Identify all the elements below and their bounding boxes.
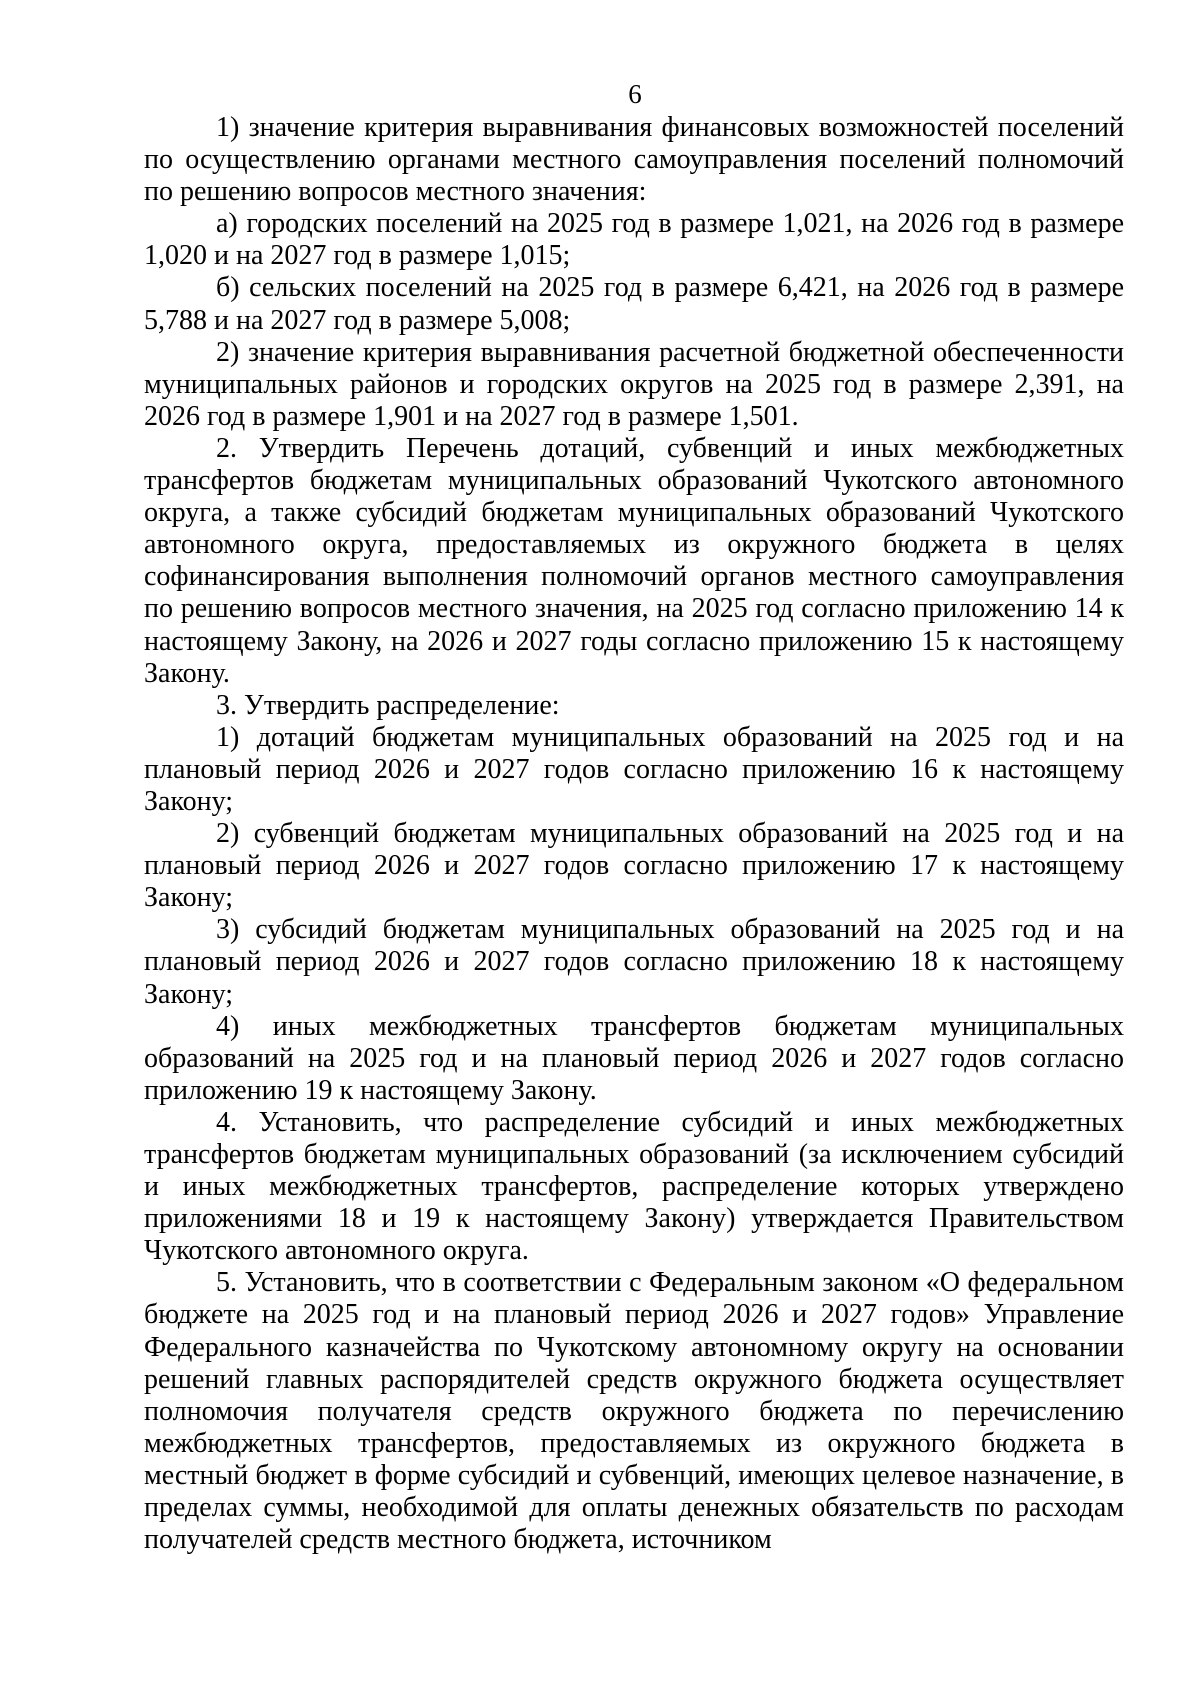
- page-number: 6: [628, 79, 642, 109]
- document-body: [144, 112, 1124, 1556]
- paragraph-item-3: 3. Утвердить распределение:: [216, 689, 560, 721]
- paragraph-item-4: 4. Установить, что распределение субсидий и иных межбюджетных трансфертов бюджетам муниципальных образований (за исключением субсидий и иных межбюджетных трансфертов, распределение которых утверждено приложениями 18 и 19 к настоящему Закону) утверждается Правительством Чукотского автономного округа.: [144, 1106, 1124, 1267]
- paragraph-urban-settlements: а) городских поселений на 2025 год в размере 1,021, на 2026 год в размере 1,020 и на 2027 год в размере 1,015;: [144, 208, 1124, 272]
- paragraph-rural-settlements: б) сельских поселений на 2025 год в размере 6,421, на 2026 год в размере 5,788 и на 2027 год в размере 5,008;: [144, 272, 1124, 336]
- paragraph-criterion-districts: 2) значение критерия выравнивания расчетной бюджетной обеспеченности муниципальных районов и городских округов на 2025 год в размере 2,391, на 2026 год в размере 1,901 и на 2027 год в размере 1,501.: [144, 336, 1124, 432]
- paragraph-criterion-settlements: 1) значение критерия выравнивания финансовых возможностей поселений по осуществлению органами местного самоуправления поселений полномочий по решению вопросов местного значения:: [144, 112, 1124, 208]
- paragraph-item-3-3: 3) субсидий бюджетам муниципальных образований на 2025 год и на плановый период 2026 и 2027 годов согласно приложению 18 к настоящему Закону;: [144, 914, 1124, 1010]
- paragraph-item-5: 5. Установить, что в соответствии с Федеральным законом «О федеральном бюджете на 2025 год и на плановый период 2026 и 2027 годов» Управление Федерального казначейства по Чукотскому автономному округу на основании решений главных распорядителей средств окружного бюджета осуществляет полномочия получателя средств окружного бюджета по перечислению межбюджетных трансфертов, предоставляемых из окружного бюджета в местный бюджет в форме субсидий и субвенций, имеющих целевое назначение, в пределах суммы, необходимой для оплаты денежных обязательств по расходам получателей средств местного бюджета, источником: [144, 1267, 1124, 1556]
- paragraph-item-2: 2. Утвердить Перечень дотаций, субвенций и иных межбюджетных трансфертов бюджетам муниципальных образований Чукотского автономного округа, а также субсидий бюджетам муниципальных образований Чукотского автономного округа, предоставляемых из окружного бюджета в целях софинансирования выполнения полномочий органов местного самоуправления по решению вопросов местного значения, на 2025 год согласно приложению 14 к настоящему Закону, на 2026 и 2027 годы согласно приложению 15 к настоящему Закону.: [144, 432, 1124, 689]
- paragraph-item-3-1: 1) дотаций бюджетам муниципальных образований на 2025 год и на плановый период 2026 и 2027 годов согласно приложению 16 к настоящему Закону;: [144, 721, 1124, 817]
- paragraph-item-3-2: 2) субвенций бюджетам муниципальных образований на 2025 год и на плановый период 2026 и 2027 годов согласно приложению 17 к настоящему Закону;: [144, 818, 1124, 914]
- paragraph-item-3-4: 4) иных межбюджетных трансфертов бюджетам муниципальных образований на 2025 год и на плановый период 2026 и 2027 годов согласно приложению 19 к настоящему Закону.: [144, 1010, 1124, 1106]
